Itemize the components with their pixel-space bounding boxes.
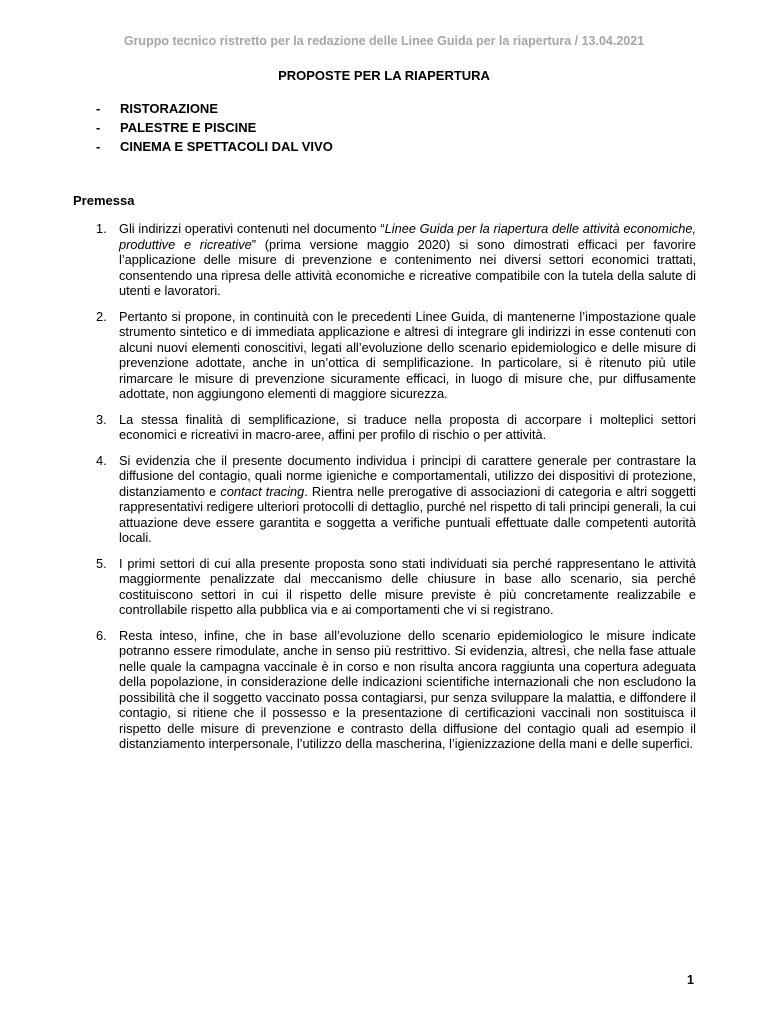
text-run: ” (prima versione maggio 2020) si sono dimostrati efficaci per favorire l’applicazione delle misure di prevenzione e contenimento nei diversi settori economici trattati, consentendo una ripresa delle attività economiche e ricreative compatibile con la tutela della salute di utenti e lavoratori. <box>119 236 697 298</box>
sector-label: PALESTRE E PISCINE <box>120 120 257 135</box>
paragraph-text <box>119 556 696 618</box>
paragraph-number: 4. <box>96 452 107 468</box>
text-run: . Rientra nelle prerogative di associazioni di categoria e altri soggetti rappresentativi redigere ulteriori protocolli di dettaglio, purché nel rispetto di tali principi generali, la cui attuazione deve essere garantita e soggetta a verifiche puntuali effettuate dalle competenti autorità locali. <box>119 483 696 545</box>
sector-list <box>96 99 333 156</box>
paragraph-text <box>119 453 696 546</box>
sector-label: CINEMA E SPETTACOLI DAL VIVO <box>120 139 333 154</box>
document-title: PROPOSTE PER LA RIAPERTURA <box>278 68 490 83</box>
numbered-paragraph <box>96 412 696 443</box>
paragraph-number: 6. <box>96 627 107 643</box>
text-run: Pertanto si propone, in continuità con le precedenti Linee Guida, di mantenerne l’impostazione quale strumento sintetico e di immediata applicazione e altresì di integrare gli indirizzi in esse contenuti con alcuni nuovi elementi conoscitivi, legati all’evoluzione dello scenario epidemiologico e delle misure di prevenzione adottate, anche in un’ottica di semplificazione. In particolare, si è ritenuto più utile rimarcare le misure di prevenzione sicuramente efficaci, in luogo di misure che, pur diffusamente adottate, non aggiungono elementi di maggiore sicurezza. <box>119 308 696 401</box>
numbered-paragraph <box>96 628 696 752</box>
section-heading: Premessa <box>73 193 135 208</box>
italic-run: contact tracing <box>220 483 305 499</box>
paragraph-number: 2. <box>96 308 107 324</box>
numbered-paragraph <box>96 309 696 402</box>
paragraph-number: 5. <box>96 555 107 571</box>
italic-run: Linee Guida per la riapertura delle attività economiche, produttive e ricreative <box>119 221 696 252</box>
sector-item <box>96 99 333 118</box>
dash-marker: - <box>96 139 101 154</box>
paragraph-number: 3. <box>96 411 107 427</box>
numbered-paragraph <box>96 556 696 618</box>
text-run: Gli indirizzi operativi contenuti nel documento “ <box>119 221 385 236</box>
page-number: 1 <box>687 973 694 987</box>
dash-marker: - <box>96 120 101 135</box>
paragraph-text <box>119 412 696 443</box>
paragraph-number: 1. <box>96 221 107 236</box>
text-run: Resta inteso, infine, che in base all’evoluzione dello scenario epidemiologico le misure indicate potranno essere rimodulate, anche in senso più restrittivo. Si evidenzia, altresì, che nella fase attuale nelle quale la campagna vaccinale è in corso e non risulta ancora raggiunta una copertura adeguata della popolazione, in considerazione delle indicazioni scientifiche internazionali che non escludono la possibilità che il soggetto vaccinato possa contagiarsi, pur senza sviluppare la malattia, e diffondere il contagio, si ritiene che il possesso e la presentazione di certificazioni vaccinali non sostituisca il rispetto delle misure di prevenzione e contrasto della diffusione del contagio quali ad esempio il distanziamento interpersonale, l’utilizzo della mascherina, l’igienizzazione della mani e delle superfici. <box>119 627 696 751</box>
numbered-paragraph <box>96 221 696 299</box>
numbered-paragraph-list <box>96 221 696 762</box>
numbered-paragraph <box>96 453 696 546</box>
dash-marker: - <box>96 101 101 116</box>
text-run: I primi settori di cui alla presente proposta sono stati individuati sia perché rappresentano le attività maggiormente penalizzate dal meccanismo delle chiusure in base allo scenario, sia perché costituiscono settori in cui il rispetto delle misure previste è più concretamente realizzabile e controllabile rispetto alla pubblica via e ai comportamenti che vi si registrano. <box>119 555 696 617</box>
text-run: Si evidenzia che il presente documento individua i principi di carattere generale per contrastare la diffusione del contagio, quali norme igieniche e comportamentali, utilizzo dei dispositivi di protezione, distanziamento e <box>119 452 696 499</box>
sector-item <box>96 118 333 137</box>
text-run: La stessa finalità di semplificazione, si traduce nella proposta di accorpare i molteplici settori economici e ricreativi in macro-aree, affini per profilo di rischio o per attività. <box>119 411 696 442</box>
paragraph-text <box>119 309 696 402</box>
paragraph-text <box>119 628 696 752</box>
page-header: Gruppo tecnico ristretto per la redazione delle Linee Guida per la riapertura / 13.04.2021 <box>123 34 645 48</box>
sector-item <box>96 137 333 156</box>
sector-label: RISTORAZIONE <box>120 101 218 116</box>
paragraph-text <box>119 221 696 299</box>
